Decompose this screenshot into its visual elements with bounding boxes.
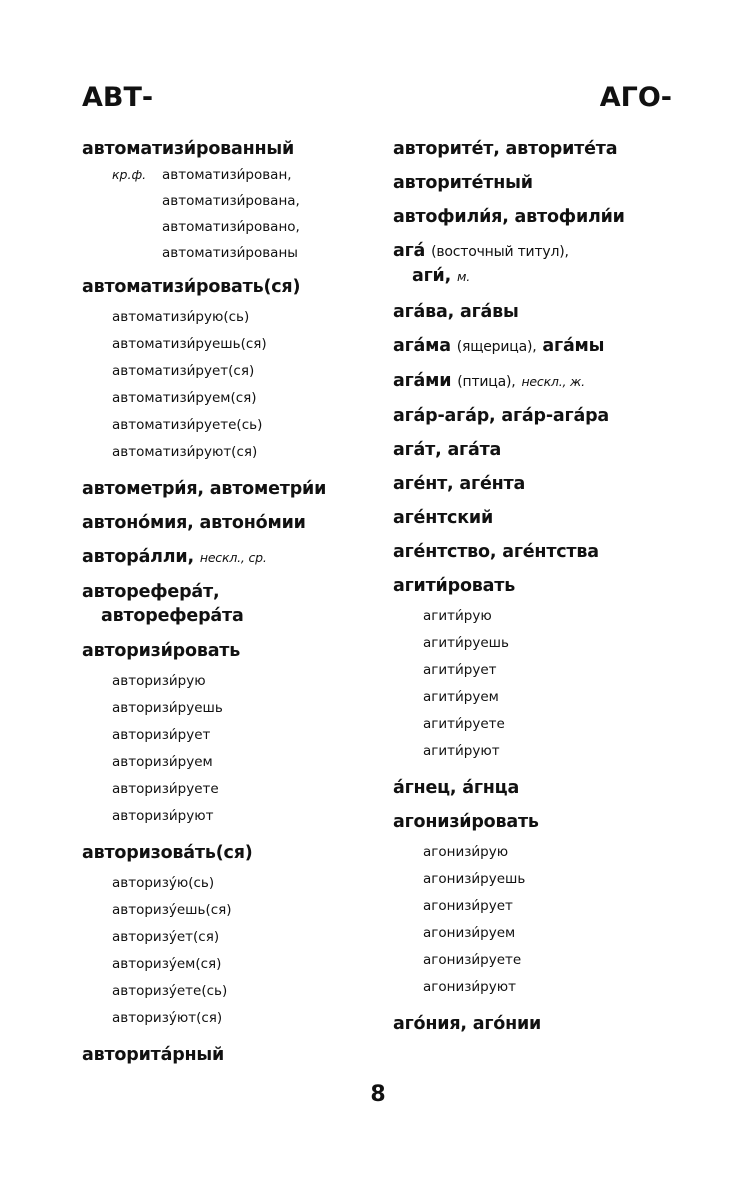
headword: агéнтский xyxy=(393,508,494,528)
headword: а́гнец, а́гнца xyxy=(393,778,520,798)
conjugation-form: агити́руют xyxy=(423,743,500,759)
headword-line xyxy=(82,132,382,166)
conjugation-list xyxy=(82,304,382,466)
left-column xyxy=(82,132,382,1072)
headword-line xyxy=(82,1038,382,1072)
headword: авторизова́ть(ся) xyxy=(82,843,253,863)
headword: автореферáт, xyxy=(82,582,220,602)
dictionary-entry xyxy=(82,836,382,1032)
conjugation-form: авторизу́ет(ся) xyxy=(112,929,220,945)
usage-note: (ящерица), xyxy=(456,339,537,355)
dictionary-entry xyxy=(393,433,693,467)
conjugation-form: автоматизи́рует(ся) xyxy=(112,363,255,379)
conjugation-form: агонизи́руешь xyxy=(423,871,526,887)
headword: авторизи́ровать xyxy=(82,641,241,661)
dictionary-entry xyxy=(82,270,382,466)
grammar-label: нескл., ср. xyxy=(199,550,267,565)
headword-line xyxy=(393,200,693,234)
conjugation-form: агити́руешь xyxy=(423,635,509,651)
headword-line xyxy=(393,805,693,839)
conjugation-form: автоматизи́руешь(ся) xyxy=(112,336,267,352)
dictionary-entry xyxy=(393,501,693,535)
dictionary-entry xyxy=(82,634,382,830)
dictionary-entry xyxy=(393,569,693,765)
headword-line xyxy=(82,472,382,506)
page-number: 8 xyxy=(370,1082,386,1107)
conjugation-form: агонизи́рую xyxy=(423,844,509,860)
dictionary-entry xyxy=(393,234,693,295)
headword-line xyxy=(393,329,693,364)
dictionary-entry xyxy=(393,364,693,399)
headword: авторита́рный xyxy=(82,1045,225,1065)
dictionary-entry xyxy=(82,1038,382,1072)
conjugation-form: авторизу́ем(ся) xyxy=(112,956,222,972)
headword-genitive: ага́мы xyxy=(542,336,605,356)
conjugation-list xyxy=(82,870,382,1032)
right-guide-word: АГО- xyxy=(599,82,672,113)
conjugation-list xyxy=(393,603,693,765)
headword-line xyxy=(393,166,693,200)
headword-genitive: аги́, xyxy=(412,266,452,286)
dictionary-entry xyxy=(82,540,382,575)
conjugation-form: агити́руем xyxy=(423,689,499,705)
short-form-label: кр.ф. xyxy=(112,167,147,182)
right-column xyxy=(393,132,693,1041)
conjugation-form: агити́рую xyxy=(423,608,492,624)
headword-continuation-line xyxy=(393,264,693,295)
dictionary-entry xyxy=(393,467,693,501)
headword: автора́лли, xyxy=(82,547,194,567)
dictionary-entry xyxy=(393,399,693,433)
conjugation-form: автоматизи́рую(сь) xyxy=(112,309,250,325)
conjugation-form: агити́руете xyxy=(423,716,505,732)
headword: автофили́я, автофили́и xyxy=(393,207,625,227)
headword: ага́т, ага́та xyxy=(393,440,502,460)
left-guide-word: АВТ- xyxy=(82,82,154,113)
headword: автоно́мия, автоно́мии xyxy=(82,513,306,533)
headword-line xyxy=(393,295,693,329)
conjugation-form: авторизи́руют xyxy=(112,808,214,824)
headword: ага́ма xyxy=(393,336,451,356)
headword-line xyxy=(82,836,382,870)
headword-continuation: авторефера́та xyxy=(101,606,244,626)
conjugation-form: автоматизи́руют(ся) xyxy=(112,444,258,460)
dictionary-entry xyxy=(82,132,382,266)
headword-line xyxy=(393,535,693,569)
headword-line xyxy=(82,506,382,540)
headword-line xyxy=(393,433,693,467)
short-form: автоматизи́ровано, xyxy=(162,219,300,235)
headword: агéнтство, агéнтства xyxy=(393,542,599,562)
conjugation-form: авторизу́ете(сь) xyxy=(112,983,228,999)
headword: авторитéт, авторитéта xyxy=(393,139,618,159)
headword: авторитéтный xyxy=(393,173,533,193)
conjugation-form: агонизи́руют xyxy=(423,979,516,995)
headword: агонизи́ровать xyxy=(393,812,539,832)
short-form: автоматизи́рован, xyxy=(162,167,292,183)
dictionary-entry xyxy=(82,506,382,540)
headword-line xyxy=(82,575,382,634)
conjugation-form: авторизи́рует xyxy=(112,727,211,743)
conjugation-form: агонизи́руете xyxy=(423,952,522,968)
short-form: автоматизи́рованы xyxy=(162,245,298,261)
dictionary-entry xyxy=(393,771,693,805)
dictionary-entry xyxy=(393,535,693,569)
dictionary-entry xyxy=(393,166,693,200)
headword-line xyxy=(393,1007,693,1041)
conjugation-form: агити́рует xyxy=(423,662,497,678)
conjugation-form: автоматизи́руете(сь) xyxy=(112,417,263,433)
headword-line xyxy=(82,270,382,304)
headword-line xyxy=(393,771,693,805)
dictionary-entry xyxy=(393,132,693,166)
grammar-label: м. xyxy=(456,269,470,284)
short-forms-block xyxy=(82,162,382,266)
dictionary-entry xyxy=(393,200,693,234)
dictionary-entry xyxy=(393,1007,693,1041)
conjugation-form: авторизи́руешь xyxy=(112,700,223,716)
headword-line xyxy=(82,634,382,668)
short-form: автоматизи́рована, xyxy=(162,193,300,209)
headword: аго́ния, аго́нии xyxy=(393,1014,542,1034)
headword: ага́ми xyxy=(393,371,452,391)
conjugation-form: авторизи́руем xyxy=(112,754,213,770)
conjugation-form: агонизи́руем xyxy=(423,925,516,941)
conjugation-form: агонизи́рует xyxy=(423,898,513,914)
headword: ага́ва, ага́вы xyxy=(393,302,519,322)
conjugation-form: авторизу́ю(сь) xyxy=(112,875,215,891)
headword-line xyxy=(393,399,693,433)
headword: автоматизи́рованный xyxy=(82,139,295,159)
dictionary-entry xyxy=(393,805,693,1001)
headword: автометри́я, автометри́и xyxy=(82,479,327,499)
grammar-label: нескл., ж. xyxy=(521,374,585,389)
headword-line xyxy=(82,540,382,575)
dictionary-entry xyxy=(393,295,693,329)
conjugation-form: авторизу́ешь(ся) xyxy=(112,902,232,918)
dictionary-entry xyxy=(393,329,693,364)
headword-line xyxy=(393,467,693,501)
dictionary-entry xyxy=(82,472,382,506)
conjugation-list xyxy=(393,839,693,1001)
usage-note: (восточный титул), xyxy=(431,244,569,260)
dictionary-entry xyxy=(82,575,382,634)
headword-line xyxy=(393,364,693,399)
headword-line xyxy=(393,132,693,166)
conjugation-form: авторизу́ют(ся) xyxy=(112,1010,223,1026)
headword: ага́ xyxy=(393,241,426,261)
conjugation-form: автоматизи́руем(ся) xyxy=(112,390,257,406)
headword: ага́р-ага́р, ага́р-ага́ра xyxy=(393,406,610,426)
headword-line xyxy=(393,501,693,535)
conjugation-form: авторизи́рую xyxy=(112,673,206,689)
headword: автоматизи́ровать(ся) xyxy=(82,277,301,297)
headword: агити́ровать xyxy=(393,576,516,596)
conjugation-list xyxy=(82,668,382,830)
conjugation-form: авторизи́руете xyxy=(112,781,219,797)
headword: агéнт, агéнта xyxy=(393,474,526,494)
headword-line xyxy=(393,569,693,603)
usage-note: (птица), xyxy=(457,374,516,390)
headword-line xyxy=(393,234,693,264)
